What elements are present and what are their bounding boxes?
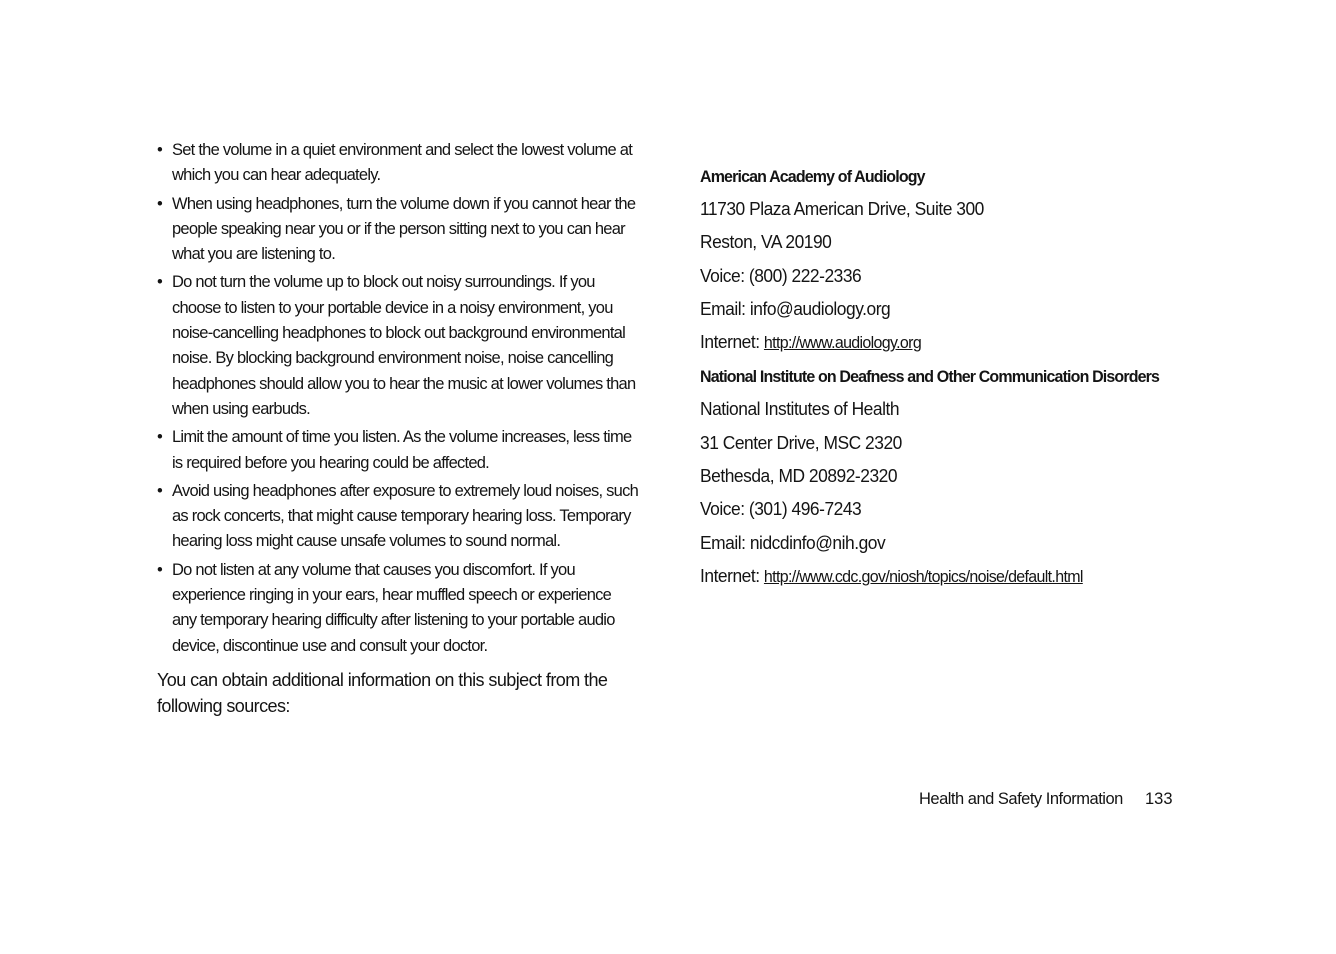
bullet-line: when using earbuds. xyxy=(172,399,311,418)
bullet-item xyxy=(157,270,639,422)
bullet-line: choose to listen to your portable device in a noisy environment, you xyxy=(172,298,613,317)
org-internet-line xyxy=(700,325,1170,359)
org-title: National Institute on Deafness and Other Communication Disorders xyxy=(700,367,1160,387)
bullet-line: Limit the amount of time you listen. As the volume increases, less time xyxy=(172,428,632,447)
left-column xyxy=(157,138,639,719)
intro-paragraph xyxy=(157,667,639,719)
bullet-icon: • xyxy=(157,194,163,213)
bullet-item xyxy=(157,138,639,189)
bullet-line: Do not turn the volume up to block out noisy surroundings. If you xyxy=(172,273,595,292)
org-email-line: Email: info@audiology.org xyxy=(700,297,891,319)
org-title: American Academy of Audiology xyxy=(700,167,925,186)
bullet-line: hearing loss might cause unsafe volumes to sound normal. xyxy=(172,532,561,551)
org-city-line: Reston, VA 20190 xyxy=(700,231,832,253)
org-address-line: 11730 Plaza American Drive, Suite 300 xyxy=(700,198,984,219)
bullet-line: headphones should allow you to hear the music at lower volumes than xyxy=(172,374,636,393)
bullet-line: noise. By blocking background environment noise, noise cancelling xyxy=(172,349,614,368)
right-column xyxy=(700,164,1200,593)
bullet-line: Do not listen at any volume that causes you discomfort. If you xyxy=(172,560,575,579)
bullet-line: is required before you hearing could be affected. xyxy=(172,453,490,472)
bullet-line: which you can hear adequately. xyxy=(172,166,381,185)
bullet-item xyxy=(157,192,639,268)
bullet-line: When using headphones, turn the volume down if you cannot hear the xyxy=(172,194,636,213)
bullet-icon: • xyxy=(157,481,163,500)
audiology-link[interactable]: http://www.audiology.org xyxy=(763,333,922,353)
bullet-line: people speaking near you or if the person sitting next to you can hear xyxy=(172,219,625,238)
bullet-line: any temporary hearing difficulty after listening to your portable audio xyxy=(172,611,615,630)
bullet-icon: • xyxy=(157,560,163,579)
intro-line: You can obtain additional information on this subject from the xyxy=(157,668,608,690)
intro-line: following sources: xyxy=(157,694,290,716)
org-voice-line: Voice: (301) 496-7243 xyxy=(700,498,862,520)
bullet-icon: • xyxy=(157,428,163,447)
org-block-audiology xyxy=(700,164,1200,359)
bullet-item xyxy=(157,558,639,659)
bullet-line: what you are listening to. xyxy=(172,245,336,264)
org-block-nidcd xyxy=(700,364,1200,593)
bullet-item xyxy=(157,425,639,476)
org-voice-line: Voice: (800) 222-2336 xyxy=(700,264,862,286)
footer-section-title: Health and Safety Information xyxy=(919,790,1123,808)
bullet-icon: • xyxy=(157,141,163,159)
org-address-line: 31 Center Drive, MSC 2320 xyxy=(700,431,902,453)
org-city-line: Bethesda, MD 20892-2320 xyxy=(700,465,898,487)
bullet-line: noise-cancelling headphones to block out background environmental xyxy=(172,324,626,343)
bullet-line: device, discontinue use and consult your doctor. xyxy=(172,636,488,655)
page-number: 133 xyxy=(1145,790,1173,808)
bullet-line: Set the volume in a quiet environment and select the lowest volume at xyxy=(172,141,633,159)
bullet-line: Avoid using headphones after exposure to extremely loud noises, such xyxy=(172,481,639,500)
org-name-line: National Institutes of Health xyxy=(700,398,900,420)
bullet-icon: • xyxy=(157,273,163,292)
cdc-noise-link[interactable]: http://www.cdc.gov/niosh/topics/noise/default.html xyxy=(763,566,1083,586)
bullet-line: experience ringing in your ears, hear muffled speech or experience xyxy=(172,586,612,605)
bullet-list xyxy=(157,138,639,659)
internet-label: Internet: xyxy=(700,564,764,586)
org-internet-line xyxy=(700,559,1170,593)
internet-label: Internet: xyxy=(700,331,764,353)
bullet-line: as rock concerts, that might cause temporary hearing loss. Temporary xyxy=(172,507,631,526)
bullet-item xyxy=(157,479,639,555)
org-email-line: Email: nidcdinfo@nih.gov xyxy=(700,531,886,553)
